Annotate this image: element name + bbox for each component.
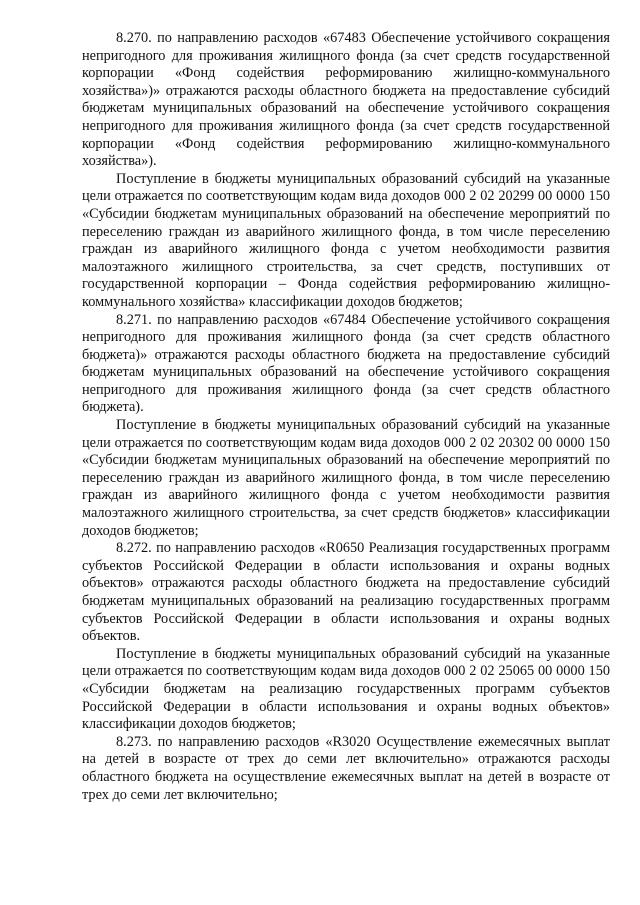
- paragraph-8-271: 8.271. по направлению расходов «67484 Обеспечение устойчивого сокращения непригодного для проживания жилищного фонда (за счет средств областного бюджета)» отражаются расходы областного бюджета на предоставление субсидий бюджетам муниципальных образований на обеспечение устойчивого сокращения непригодного для проживания жилищного фонда (за счет средств областного бюджета).: [82, 311, 610, 416]
- paragraph-revenue-20302: Поступление в бюджеты муниципальных образований субсидий на указанные цели отражается по соответствующим кодам вида доходов 000 2 02 20302 00 0000 150 «Субсидии бюджетам муниципальных образований на обеспечение мероприятий по переселению граждан из аварийного жилищного фонда, в том числе переселению граждан из аварийного жилищного фонда с учетом необходимости развития малоэтажного жилищного строительства, за счет средств бюджетов» классификации доходов бюджетов;: [82, 417, 610, 539]
- paragraph-8-270: 8.270. по направлению расходов «67483 Обеспечение устойчивого сокращения непригодного для проживания жилищного фонда (за счет средств государственной корпорации «Фонд содействия реформированию жилищно-коммунального хозяйства»)» отражаются расходы областного бюджета на предоставление субсидий бюджетам муниципальных образований на обеспечение устойчивого сокращения непригодного для проживания жилищного фонда (за счет средств государственной корпорации «Фонд содействия реформированию жилищно-коммунального хозяйства»).: [82, 30, 610, 170]
- paragraph-revenue-20299: Поступление в бюджеты муниципальных образований субсидий на указанные цели отражается по соответствующим кодам вида доходов 000 2 02 20299 00 0000 150 «Субсидии бюджетам муниципальных образований на обеспечение мероприятий по переселению граждан из аварийного жилищного фонда, в том числе переселению граждан из аварийного жилищного фонда с учетом необходимости развития малоэтажного жилищного строительства, за счет средств, поступивших от государственной корпорации – Фонда содействия реформированию жилищно-коммунального хозяйства» классификации доходов бюджетов;: [82, 170, 610, 310]
- paragraph-revenue-25065: Поступление в бюджеты муниципальных образований субсидий на указанные цели отражается по соответствующим кодам вида доходов 000 2 02 25065 00 0000 150 «Субсидии бюджетам на реализацию государственных программ субъектов Российской Федерации в области использования и охраны водных объектов» классификации доходов бюджетов;: [82, 645, 610, 733]
- document-page: [82, 30, 610, 804]
- paragraph-8-272: 8.272. по направлению расходов «R0650 Реализация государственных программ субъектов Российской Федерации в области использования и охраны водных объектов» отражаются расходы областного бюджета на предоставление субсидий бюджетам муниципальных образований на реализацию государственных программ субъектов Российской Федерации в области использования и охраны водных объектов.: [82, 540, 610, 645]
- paragraph-8-273: 8.273. по направлению расходов «R3020 Осуществление ежемесячных выплат на детей в возрасте от трех до семи лет включительно» отражаются расходы областного бюджета на осуществление ежемесячных выплат на детей в возрасте от трех до семи лет включительно;: [82, 733, 610, 803]
